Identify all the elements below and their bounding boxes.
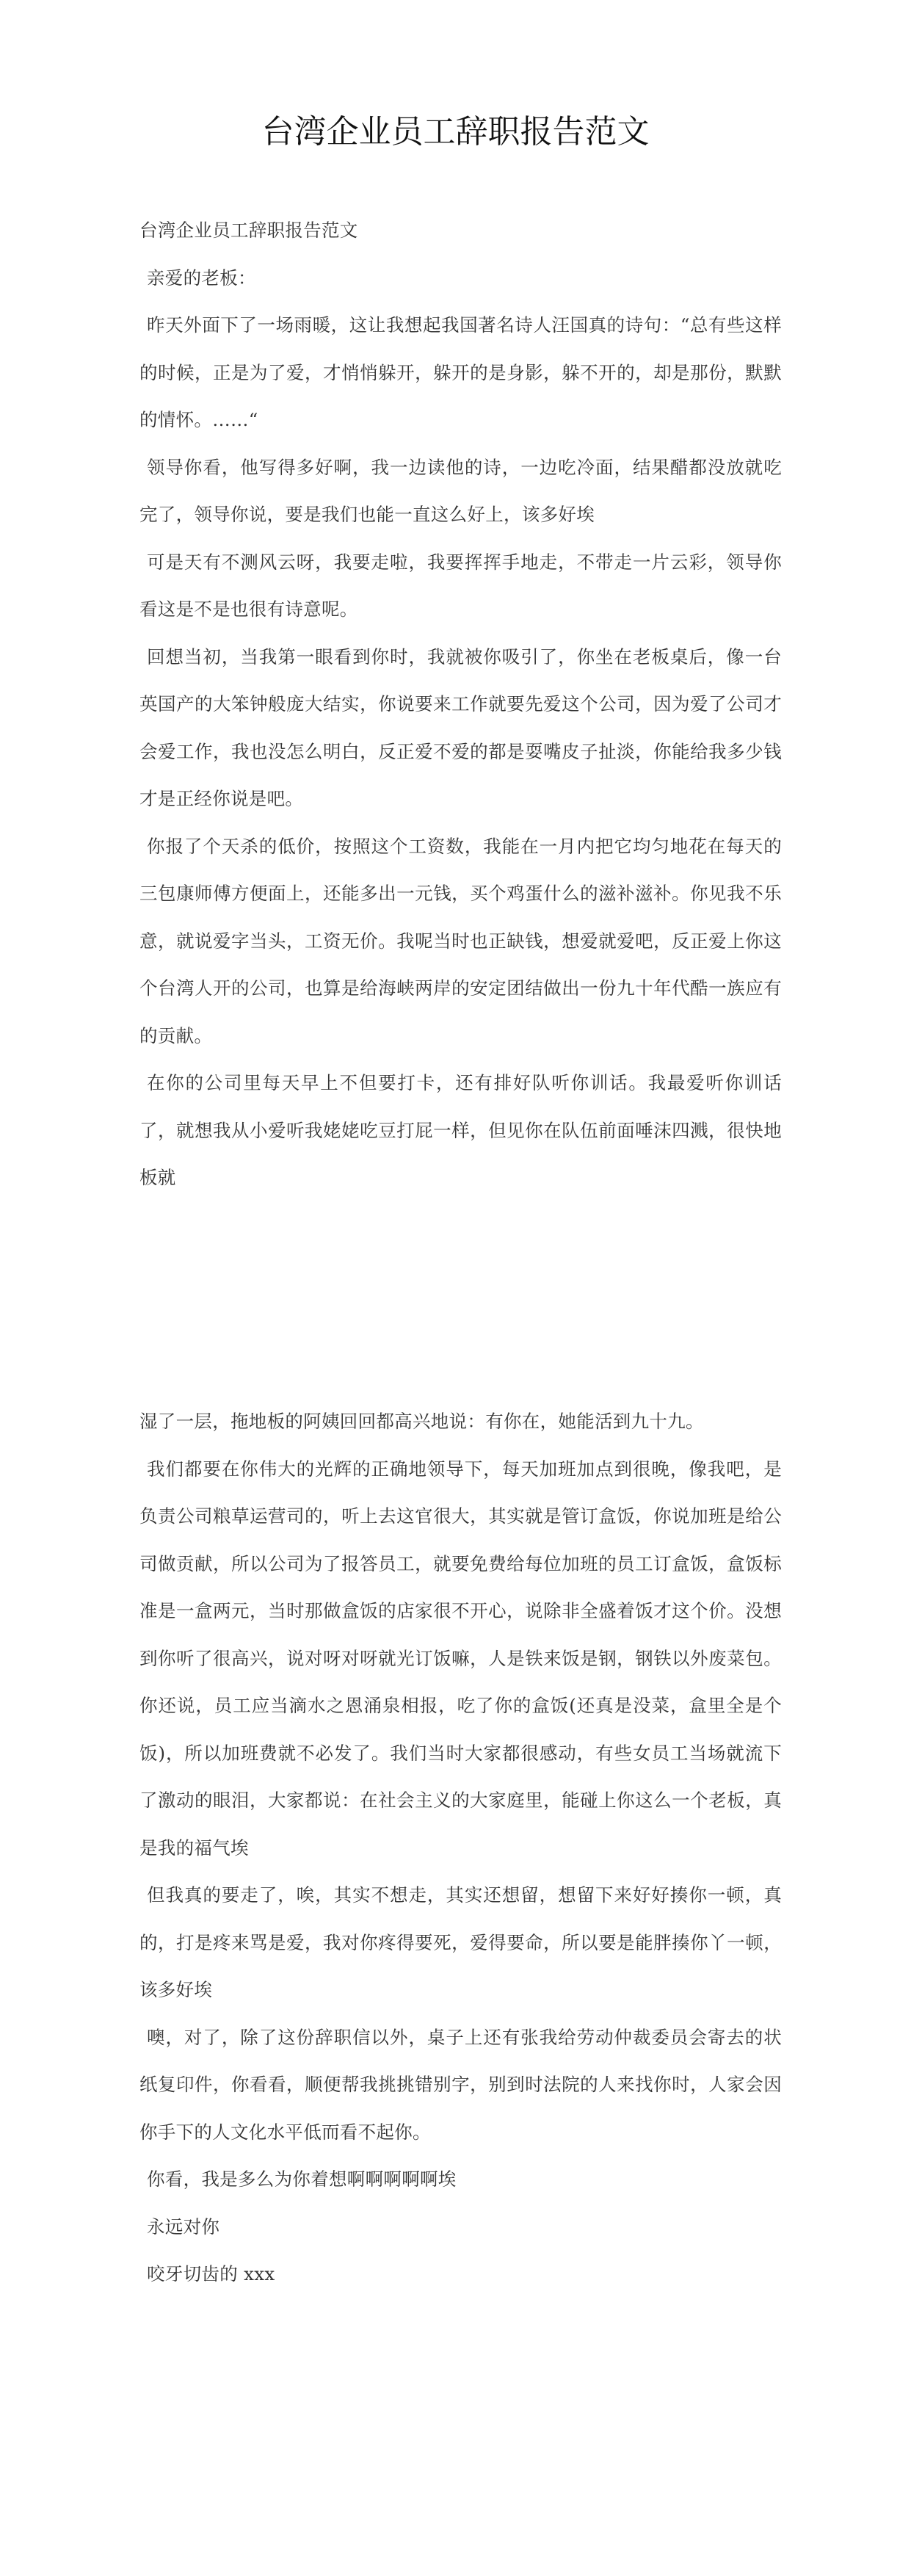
document-body-page-1 xyxy=(139,207,782,1202)
paragraph: 回想当初，当我第一眼看到你时，我就被你吸引了，你坐在老板桌后，像一台英国产的大笨钟般庞大结实，你说要来工作就要先爱这个公司，因为爱了公司才会爱工作，我也没怎么明白，反正爱不爱的都是耍嘴皮子扯淡，你能给我多少钱才是正经你说是吧。 xyxy=(139,645,782,809)
subtitle-line: 台湾企业员工辞职报告范文 xyxy=(139,220,358,241)
document-title: 台湾企业员工辞职报告范文 xyxy=(261,113,650,151)
paragraph-continuation: 湿了一层，拖地板的阿姨回回都高兴地说：有你在，她能活到九十九。 xyxy=(139,1411,704,1432)
signature: 咬牙切齿的 xxx xyxy=(147,2263,275,2284)
paragraph: 可是天有不测风云呀，我要走啦，我要挥挥手地走，不带走一片云彩，领导你看这是不是也很有诗意呢。 xyxy=(139,551,782,620)
paragraph: 在你的公司里每天早上不但要打卡，还有排好队听你训话。我最爱听你训话了，就想我从小爱听我姥姥吃豆打屁一样，但见你在队伍前面唾沫四溅，很快地板就 xyxy=(139,1072,782,1188)
paragraph: 但我真的要走了，唉，其实不想走，其实还想留，想留下来好好揍你一顿，真的，打是疼来骂是爱，我对你疼得要死，爱得要命，所以要是能胖揍你丫一顿，该多好埃 xyxy=(139,1884,782,2000)
salutation: 亲爱的老板： xyxy=(147,267,256,289)
paragraph: 领导你看，他写得多好啊，我一边读他的诗，一边吃冷面，结果醋都没放就吃完了，领导你说，要是我们也能一直这么好上，该多好埃 xyxy=(139,456,782,525)
paragraph: 昨天外面下了一场雨暖，这让我想起我国著名诗人汪国真的诗句：“总有些这样的时候，正是为了爱，才悄悄躲开，躲开的是身影，躲不开的，却是那份，默默的情怀。……“ xyxy=(139,314,782,430)
paragraph: 你报了个天杀的低价，按照这个工资数，我能在一月内把它均匀地花在每天的三包康师傅方便面上，还能多出一元钱，买个鸡蛋什么的滋补滋补。你见我不乐意，就说爱字当头，工资无价。我呢当时也正缺钱，想爱就爱吧，反正爱上你这个台湾人开的公司，也算是给海峡两岸的安定团结做出一份九十年代酷一族应有的贡献。 xyxy=(139,835,782,1046)
paragraph: 你看，我是多么为你着想啊啊啊啊啊埃 xyxy=(147,2168,457,2190)
paragraph: 噢，对了，除了这份辞职信以外，桌子上还有张我给劳动仲裁委员会寄去的状纸复印件，你看看，顺便帮我挑挑错别字，别到时法院的人来找你时，人家会因你手下的人文化水平低而看不起你。 xyxy=(139,2026,782,2143)
paragraph: 我们都要在你伟大的光辉的正确地领导下，每天加班加点到很晚，像我吧，是负责公司粮草运营司的，听上去这官很大，其实就是管订盒饭，你说加班是给公司做贡献，所以公司为了报答员工，就要免费给每位加班的员工订盒饭，盒饭标准是一盒两元，当时那做盒饭的店家很不开心，说除非全盛着饭才这个价。没想到你听了很高兴，说对呀对呀就光订饭嘛，人是铁来饭是钢，钢铁以外废菜包。你还说，员工应当滴水之恩涌泉相报，吃了你的盒饭(还真是没菜，盒里全是个饭)，所以加班费就不必发了。我们当时大家都很感动，有些女员工当场就流下了激动的眼泪，大家都说：在社会主义的大家庭里，能碰上你这么一个老板，真是我的福气埃 xyxy=(139,1458,782,1859)
document-body-page-2 xyxy=(139,1398,782,2298)
closing: 永远对你 xyxy=(147,2215,220,2237)
